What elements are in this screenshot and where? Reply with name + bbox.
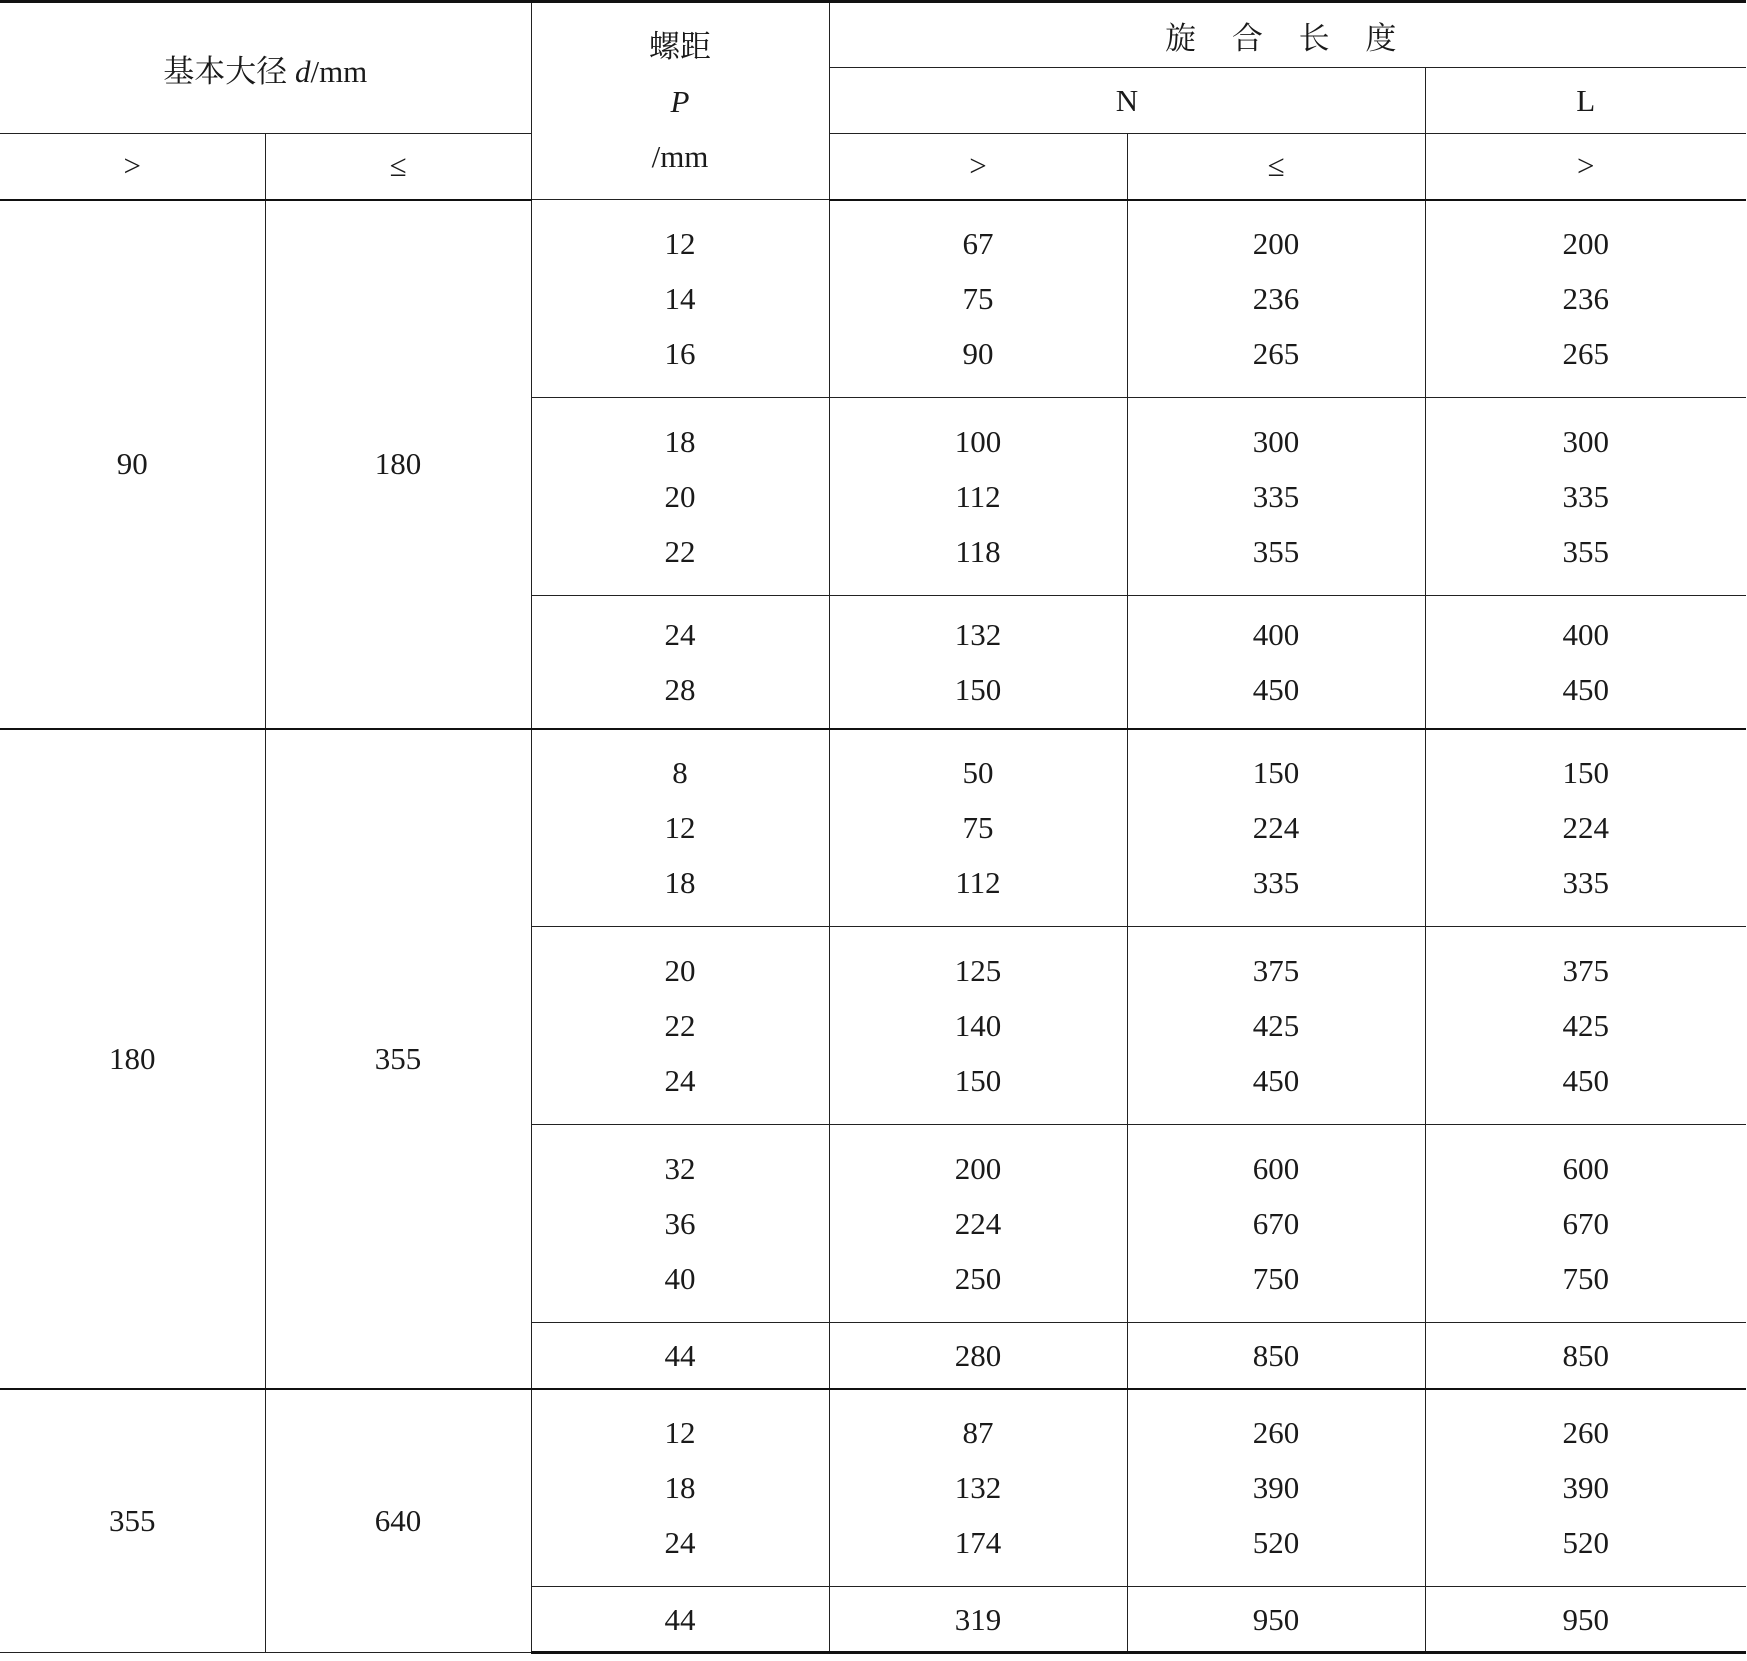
cell-value: 32 <box>664 1151 696 1186</box>
cell-value: 12 <box>664 1415 696 1451</box>
cell-value: 132 <box>954 616 1002 652</box>
pitch-cell <box>531 1389 829 1587</box>
cell-value: 36 <box>664 1206 696 1241</box>
n-le-cell <box>1127 1587 1425 1653</box>
l-gt-cell <box>1425 398 1746 596</box>
cell-value: 390 <box>1562 1470 1610 1506</box>
cell-value: 14 <box>664 281 696 316</box>
basic-diameter-unit: /mm <box>310 53 368 89</box>
table-row <box>0 200 1746 398</box>
pitch-cell-values <box>532 943 829 1108</box>
cell-value: 450 <box>1252 671 1300 707</box>
cell-value: 400 <box>1252 616 1300 652</box>
cell-value: 450 <box>1562 671 1610 707</box>
n-le-cell-values <box>1128 943 1425 1108</box>
cell-value: 425 <box>1562 1008 1610 1043</box>
cell-value: 118 <box>955 534 1001 569</box>
l-gt-cell <box>1425 1587 1746 1653</box>
l-gt-cell-values <box>1426 414 1747 579</box>
cell-value: 520 <box>1252 1525 1300 1561</box>
cell-value: 375 <box>1252 953 1300 988</box>
cell-value: 28 <box>664 671 696 707</box>
pitch-header <box>531 2 829 200</box>
diameter-le-cell: 355 <box>265 729 531 1389</box>
l-gt-cell-values <box>1426 216 1747 381</box>
pitch-cell <box>531 1125 829 1323</box>
cell-value: 355 <box>1252 534 1300 569</box>
cell-value: 90 <box>962 336 994 372</box>
pitch-var: P <box>670 83 690 119</box>
cell-value: 390 <box>1252 1470 1300 1506</box>
cell-value: 260 <box>1562 1415 1610 1451</box>
n-gt-cell-values <box>830 943 1127 1108</box>
n-le-cell-values <box>1128 216 1425 381</box>
n-gt-cell <box>829 1389 1127 1587</box>
cell-value: 450 <box>1562 1063 1610 1098</box>
cell-value: 24 <box>664 616 696 652</box>
cell-value: 132 <box>954 1470 1002 1506</box>
cell-value: 250 <box>954 1261 1002 1296</box>
pitch-cell <box>531 200 829 398</box>
pitch-cell-values <box>532 607 829 717</box>
cell-value: 520 <box>1562 1525 1610 1561</box>
pitch-cell-values <box>532 1592 829 1647</box>
l-gt-cell-values <box>1426 1592 1747 1647</box>
l-gt-cell-values <box>1426 1405 1747 1570</box>
diameter-gt-cell: 90 <box>0 200 265 729</box>
l-gt-cell <box>1425 1389 1746 1587</box>
cell-value: 750 <box>1562 1261 1610 1296</box>
cell-value: 950 <box>1562 1601 1610 1637</box>
basic-diameter-header <box>0 2 531 134</box>
cell-value: 87 <box>962 1415 994 1451</box>
table-row <box>0 729 1746 927</box>
cell-value: 260 <box>1252 1415 1300 1451</box>
d-gt-header: > <box>0 134 265 200</box>
cell-value: 200 <box>1562 226 1610 262</box>
table-header <box>0 2 1746 200</box>
cell-value: 100 <box>954 424 1002 459</box>
cell-value: 670 <box>1562 1206 1610 1241</box>
cell-value: 224 <box>1562 810 1610 846</box>
cell-value: 150 <box>954 671 1002 707</box>
n-gt-cell-values <box>830 1405 1127 1570</box>
cell-value: 20 <box>664 479 696 514</box>
l-gt-cell-values <box>1426 1328 1747 1383</box>
n-gt-cell <box>829 596 1127 729</box>
cell-value: 12 <box>664 810 696 846</box>
cell-value: 22 <box>664 534 696 569</box>
cell-value: 236 <box>1562 281 1610 317</box>
l-gt-cell-values <box>1426 607 1747 717</box>
cell-value: 8 <box>672 755 688 791</box>
cell-value: 75 <box>962 281 994 317</box>
cell-value: 18 <box>664 1470 696 1506</box>
pitch-cell <box>531 729 829 927</box>
d-le-header: ≤ <box>265 134 531 200</box>
cell-value: 850 <box>1562 1337 1610 1373</box>
n-le-cell-values <box>1128 1405 1425 1570</box>
cell-value: 265 <box>1562 336 1610 372</box>
cell-value: 300 <box>1252 424 1300 459</box>
cell-value: 40 <box>664 1261 696 1296</box>
n-le-cell <box>1127 200 1425 398</box>
cell-value: 12 <box>664 226 696 261</box>
cell-value: 44 <box>664 1337 696 1373</box>
cell-value: 236 <box>1252 281 1300 317</box>
l-gt-cell <box>1425 596 1746 729</box>
n-gt-cell <box>829 1323 1127 1389</box>
n-le-cell-values <box>1128 1592 1425 1647</box>
pitch-cell-values <box>532 745 829 910</box>
group-n-header: N <box>829 68 1425 134</box>
header-row-1 <box>0 2 1746 68</box>
cell-value: 50 <box>962 755 994 791</box>
n-le-cell-values <box>1128 1328 1425 1383</box>
l-gt-cell <box>1425 729 1746 927</box>
cell-value: 335 <box>1252 865 1300 901</box>
l-gt-cell <box>1425 1125 1746 1323</box>
cell-value: 335 <box>1562 865 1610 901</box>
cell-value: 22 <box>664 1008 696 1043</box>
cell-value: 140 <box>954 1008 1002 1043</box>
n-gt-cell <box>829 927 1127 1125</box>
cell-value: 224 <box>1252 810 1300 846</box>
group-l-header: L <box>1425 68 1746 134</box>
n-le-cell <box>1127 927 1425 1125</box>
n-le-cell <box>1127 596 1425 729</box>
pitch-cell <box>531 1323 829 1389</box>
n-le-cell <box>1127 1323 1425 1389</box>
cell-value: 24 <box>664 1063 696 1098</box>
cell-value: 18 <box>664 424 696 459</box>
cell-value: 280 <box>954 1337 1002 1373</box>
l-gt-cell-values <box>1426 943 1747 1108</box>
cell-value: 850 <box>1252 1337 1300 1373</box>
cell-value: 150 <box>1252 755 1300 791</box>
n-le-cell-values <box>1128 607 1425 717</box>
pitch-label: 螺距 <box>649 28 711 64</box>
cell-value: 335 <box>1252 479 1300 514</box>
cell-value: 600 <box>1252 1151 1300 1186</box>
cell-value: 200 <box>954 1151 1002 1186</box>
n-gt-cell-values <box>830 1141 1127 1306</box>
pitch-cell-values <box>532 1328 829 1383</box>
cell-value: 265 <box>1252 336 1300 372</box>
pitch-cell-values <box>532 1141 829 1306</box>
table-row <box>0 1389 1746 1587</box>
n-le-cell <box>1127 398 1425 596</box>
basic-diameter-var: d <box>294 53 311 89</box>
cell-value: 18 <box>664 865 696 901</box>
l-gt-cell <box>1425 927 1746 1125</box>
pitch-cell <box>531 927 829 1125</box>
diameter-gt-cell: 355 <box>0 1389 265 1653</box>
cell-value: 174 <box>954 1525 1002 1561</box>
cell-value: 125 <box>954 953 1002 988</box>
cell-value: 16 <box>664 336 696 371</box>
l-gt-header: > <box>1425 134 1746 200</box>
cell-value: 400 <box>1562 616 1610 652</box>
pitch-cell <box>531 1587 829 1653</box>
cell-value: 67 <box>962 226 994 262</box>
n-gt-cell-values <box>830 1328 1127 1383</box>
pitch-cell <box>531 398 829 596</box>
n-le-header: ≤ <box>1127 134 1425 200</box>
n-gt-cell-values <box>830 607 1127 717</box>
cell-value: 600 <box>1562 1151 1610 1186</box>
n-le-cell <box>1127 729 1425 927</box>
n-gt-cell <box>829 1587 1127 1653</box>
cell-value: 150 <box>1562 755 1610 791</box>
l-gt-cell <box>1425 1323 1746 1389</box>
n-gt-cell-values <box>830 745 1127 910</box>
n-le-cell-values <box>1128 745 1425 910</box>
cell-value: 950 <box>1252 1601 1300 1637</box>
cell-value: 670 <box>1252 1206 1300 1241</box>
header-row-3 <box>0 134 1746 200</box>
cell-value: 24 <box>664 1525 696 1561</box>
n-le-cell <box>1127 1125 1425 1323</box>
pitch-cell <box>531 596 829 729</box>
n-gt-cell <box>829 729 1127 927</box>
cell-value: 200 <box>1252 226 1300 262</box>
l-gt-cell-values <box>1426 745 1747 910</box>
diameter-gt-cell: 180 <box>0 729 265 1389</box>
n-gt-cell <box>829 200 1127 398</box>
n-le-cell-values <box>1128 1141 1425 1306</box>
n-le-cell-values <box>1128 414 1425 579</box>
n-gt-cell-values <box>830 216 1127 381</box>
n-gt-header: > <box>829 134 1127 200</box>
basic-diameter-label: 基本大径 <box>163 53 295 89</box>
cell-value: 375 <box>1562 953 1610 988</box>
cell-value: 112 <box>955 865 1001 901</box>
table-body <box>0 200 1746 1653</box>
cell-value: 355 <box>1562 534 1610 569</box>
cell-value: 335 <box>1562 479 1610 514</box>
n-gt-cell-values <box>830 1592 1127 1647</box>
pitch-cell-values <box>532 216 829 381</box>
cell-value: 300 <box>1562 424 1610 459</box>
cell-value: 425 <box>1252 1008 1300 1043</box>
cell-value: 20 <box>664 953 696 988</box>
pitch-unit: /mm <box>651 138 709 174</box>
pitch-cell-values <box>532 414 829 579</box>
n-le-cell <box>1127 1389 1425 1587</box>
pitch-cell-values <box>532 1405 829 1570</box>
cell-value: 450 <box>1252 1063 1300 1098</box>
cell-value: 750 <box>1252 1261 1300 1296</box>
cell-value: 319 <box>954 1601 1002 1637</box>
l-gt-cell-values <box>1426 1141 1747 1306</box>
cell-value: 75 <box>962 810 994 846</box>
n-gt-cell <box>829 398 1127 596</box>
n-gt-cell <box>829 1125 1127 1323</box>
cell-value: 150 <box>954 1063 1002 1098</box>
engagement-length-header: 旋 合 长 度 <box>829 2 1746 68</box>
diameter-le-cell: 640 <box>265 1389 531 1653</box>
l-gt-cell <box>1425 200 1746 398</box>
cell-value: 44 <box>664 1601 696 1637</box>
cell-value: 112 <box>955 479 1001 514</box>
n-gt-cell-values <box>830 414 1127 579</box>
cell-value: 224 <box>954 1206 1002 1241</box>
diameter-le-cell: 180 <box>265 200 531 729</box>
